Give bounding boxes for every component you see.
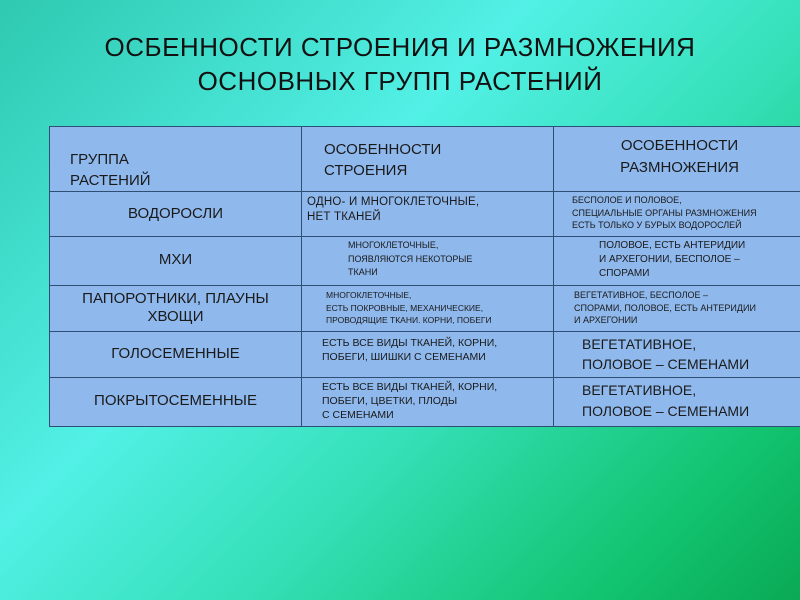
reproduction-cell [554,378,800,427]
reproduction-text: ПОЛОВОЕ, ЕСТЬ АНТЕРИДИИ И АРХЕГОНИИ, БЕСПОЛОЕ – СПОРАМИ [599,240,746,279]
reproduction-cell [554,237,800,286]
structure-text: МНОГОКЛЕТОЧНЫЕ, ПОЯВЛЯЮТСЯ НЕКОТОРЫЕ ТКАНИ [348,240,473,277]
group-name: ГОЛОСЕМЕННЫЕ [111,345,240,362]
table-row [50,237,800,286]
reproduction-cell [554,332,800,378]
structure-text: ОДНО- И МНОГОКЛЕТОЧНЫЕ, НЕТ ТКАНЕЙ [307,196,480,223]
header-structure: ОСОБЕННОСТИ СТРОЕНИЯ [324,141,442,179]
reproduction-text: ВЕГЕТАТИВНОЕ, ПОЛОВОЕ – СЕМЕНАМИ [582,336,750,372]
group-cell [50,332,302,378]
group-name: МХИ [158,251,193,268]
title-line-2: ОСНОВНЫХ ГРУПП РАСТЕНИЙ [197,66,603,96]
structure-cell [302,378,554,427]
title-line-1: ОСБЕННОСТИ СТРОЕНИЯ И РАЗМНОЖЕНИЯ [104,32,696,62]
table-row [50,378,800,427]
structure-text: ЕСТЬ ВСЕ ВИДЫ ТКАНЕЙ, КОРНИ, ПОБЕГИ, ЦВЕТКИ, ПЛОДЫ С СЕМЕНАМИ [322,381,498,421]
table-row [50,332,800,378]
header-group-cell [50,127,302,192]
reproduction-cell [554,192,800,237]
table-row [50,192,800,237]
structure-cell [302,192,554,237]
structure-cell [302,286,554,332]
group-name: ПОКРЫТОСЕМЕННЫЕ [94,392,257,409]
header-structure-cell [302,127,554,192]
page-title [0,30,800,98]
header-group: ГРУППА РАСТЕНИЙ [70,151,151,189]
group-cell [50,378,302,427]
structure-text: МНОГОКЛЕТОЧНЫЕ, ЕСТЬ ПОКРОВНЫЕ, МЕХАНИЧЕСКИЕ, ПРОВОДЯЩИЕ ТКАНИ. КОРНИ, ПОБЕГИ [326,290,492,325]
header-reproduction: ОСОБЕННОСТИ РАЗМНОЖЕНИЯ [620,137,739,176]
group-name: ВОДОРОСЛИ [128,205,223,222]
header-row [50,127,800,192]
group-cell [50,286,302,332]
group-name: ПАПОРОТНИКИ, ПЛАУНЫ ХВОЩИ [82,290,269,325]
reproduction-cell [554,286,800,332]
plant-groups-table [49,126,800,427]
reproduction-text: ВЕГЕТАТИВНОЕ, БЕСПОЛОЕ – СПОРАМИ, ПОЛОВОЕ, ЕСТЬ АНТЕРИДИИ И АРХЕГОНИИ [574,290,756,325]
structure-cell [302,332,554,378]
structure-cell [302,237,554,286]
structure-text: ЕСТЬ ВСЕ ВИДЫ ТКАНЕЙ, КОРНИ, ПОБЕГИ, ШИШКИ С СЕМЕНАМИ [322,337,498,363]
reproduction-text: БЕСПОЛОЕ И ПОЛОВОЕ, СПЕЦИАЛЬНЫЕ ОРГАНЫ РАЗМНОЖЕНИЯ ЕСТЬ ТОЛЬКО У БУРЫХ ВОДОРОСЛЕЙ [572,195,757,230]
group-cell [50,237,302,286]
group-cell [50,192,302,237]
reproduction-text: ВЕГЕТАТИВНОЕ, ПОЛОВОЕ – СЕМЕНАМИ [582,382,750,419]
table-row [50,286,800,332]
header-reproduction-cell [554,127,800,192]
